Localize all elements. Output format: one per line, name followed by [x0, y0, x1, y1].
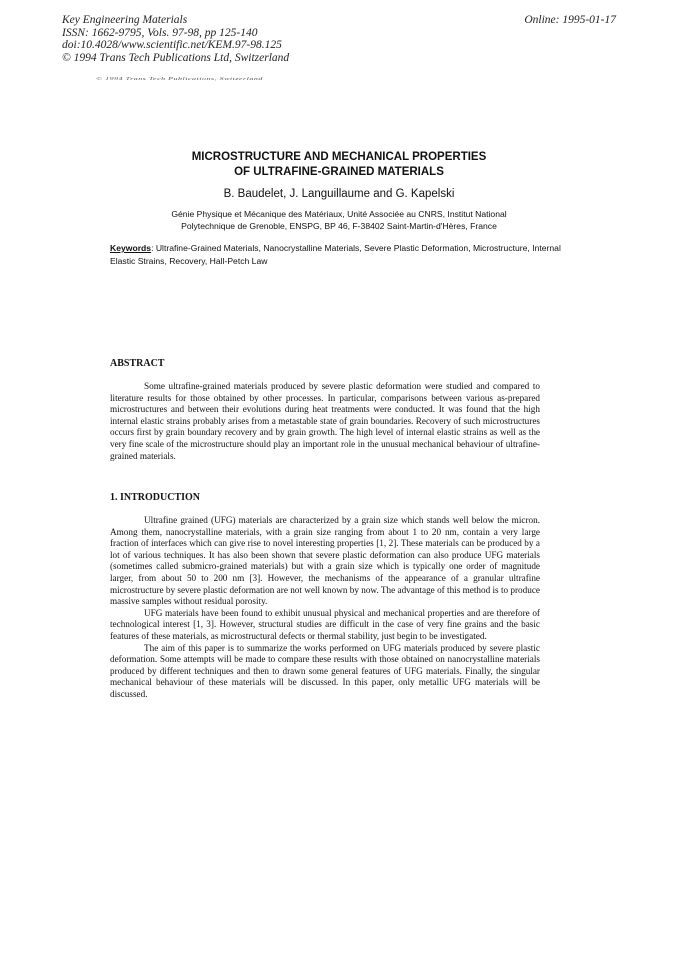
- affiliation-line-2: Polytechnique de Grenoble, ENSPG, BP 46, F-38402 Saint-Martin-d'Hères, France: [181, 221, 497, 231]
- abstract-heading: ABSTRACT: [110, 358, 165, 369]
- cutoff-copyright-line: © 1994 Trans Tech Publications, Switzerland: [96, 76, 263, 81]
- paper-title: [0, 150, 678, 180]
- issn-line: ISSN: 1662-9795, Vols. 97-98, pp 125-140: [62, 26, 258, 39]
- intro-paragraph-3: The aim of this paper is to summarize the works performed on UFG materials produced by severe plastic deformation. Some attempts will be made to compare these results with those obtained on nanocrystalline materials produced by different techniques and then to drawn some general features of UFG materials. Finally, the singular mechanical behaviour of these materials will be discussed. In this paper, only metallic UFG materials will be discussed.: [110, 642, 540, 699]
- affiliation: [110, 208, 568, 232]
- citation-header: [62, 14, 289, 64]
- doi-link[interactable]: doi:10.4028/www.scientific.net/KEM.97-98.125: [62, 39, 282, 51]
- intro-paragraph-2: UFG materials have been found to exhibit unusual physical and mechanical properties and are therefore of technological interest [1, 3]. However, structural studies are difficult in the case of very fine grains and the basic features of these materials, as microstructural defects or thermal stability, just begin to be investigated.: [110, 607, 540, 641]
- affiliation-line-1: Génie Physique et Mécanique des Matériaux, Unité Associée au CNRS, Institut National: [171, 209, 507, 219]
- copyright-line: © 1994 Trans Tech Publications Ltd, Switzerland: [62, 51, 290, 64]
- intro-paragraph-1: Ultrafine grained (UFG) materials are characterized by a grain size which stands well below the micron. Among them, nanocrystalline materials, with a grain size ranging from about 1 to 20 nm, contain a very large fraction of interfaces which can give rise to novel interesting properties [1, 2]. These materials can be produced by a lot of various techniques. It has also been shown that severe plastic deformation can also produce UFG materials (sometimes called submicro-grained materials) but with a grain size which is typically one order of magnitude larger, from about 50 to 200 nm [3]. However, the mechanisms of the appearance of a granular ultrafine microstructure by severe plastic deformation are not well known by now. The advantage of this method is to produce massive samples without residual porosity.: [110, 515, 540, 607]
- introduction-heading: 1. INTRODUCTION: [110, 492, 201, 503]
- abstract-body: [110, 381, 540, 462]
- keywords-label: Keywords: [110, 243, 152, 253]
- title-line-2: OF ULTRAFINE-GRAINED MATERIALS: [234, 166, 444, 178]
- journal-name: Key Engineering Materials: [62, 14, 188, 26]
- author-list: B. Baudelet, J. Languillaume and G. Kapelski: [223, 188, 455, 200]
- introduction-body: [110, 515, 540, 701]
- abstract-paragraph: Some ultrafine-grained materials produced by severe plastic deformation were studied and compared to literature results for those obtained by other processes. In particular, comparisons between various as-prepared microstructures and between their evolutions during heat treatments were conducted. It was found that the high internal elastic strains probably arises from a metastable state of grain boundaries. Recovery of such microstructures occurs first by grain boundary recovery and by grain growth. The high level of internal elastic strains as well as the very fine scale of the microstructure should play an important role in the unusual mechanical behaviour of ultrafine-grained materials.: [110, 381, 540, 461]
- online-date: Online: 1995-01-17: [524, 14, 616, 26]
- keywords: [110, 242, 570, 267]
- title-line-1: MICROSTRUCTURE AND MECHANICAL PROPERTIES: [191, 151, 487, 163]
- keywords-text: : Ultrafine-Grained Materials, Nanocrystalline Materials, Severe Plastic Deformation, Microstructure, Internal Elastic Strains, Recovery, Hall-Petch Law: [110, 243, 561, 266]
